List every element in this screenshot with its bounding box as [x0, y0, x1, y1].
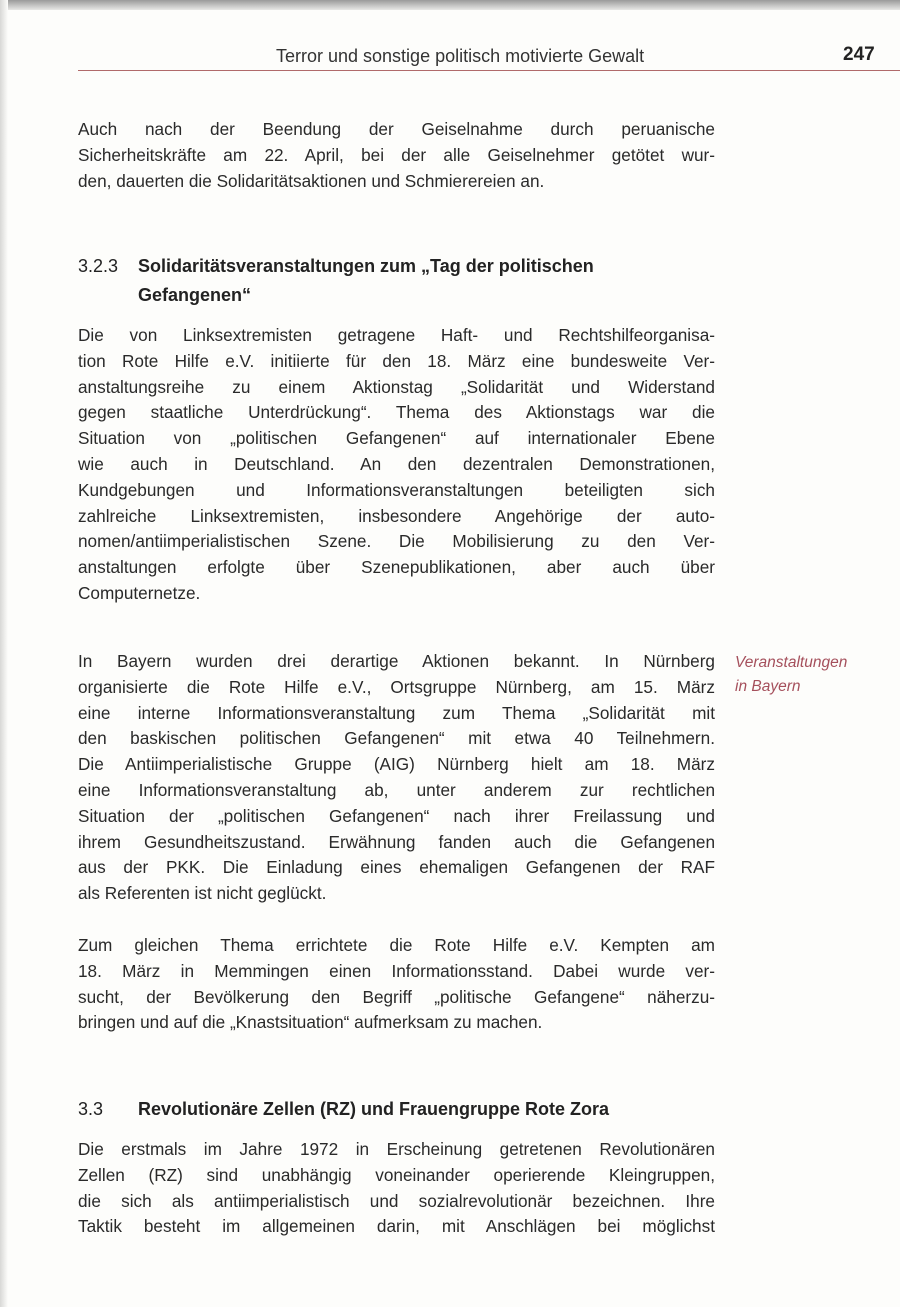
- paragraph: [78, 117, 715, 194]
- section-heading-3-3: [78, 1099, 609, 1120]
- section-title: Solidaritätsveranstaltungen zum „Tag der politischen: [138, 256, 594, 276]
- text-line: ihrem Gesundheitszustand. Erwähnung fanden auch die Gefangenen: [78, 831, 715, 852]
- section-title-line2: Gefangenen“: [138, 285, 252, 305]
- text-line: eine Informationsveranstaltung ab, unter anderem zur rechtlichen: [78, 779, 715, 800]
- text-line: 18. März in Memmingen einen Informationsstand. Dabei wurde ver-: [78, 960, 715, 981]
- page-number: 247: [843, 44, 875, 65]
- paragraph: [78, 649, 715, 907]
- paragraph: [78, 933, 715, 1036]
- scan-edge-top: [0, 0, 900, 10]
- margin-note-line: in Bayern: [735, 678, 801, 695]
- text-line: gegen staatliche Unterdrückung“. Thema des Aktionstags war die: [78, 402, 715, 423]
- text-line: Zum gleichen Thema errichtete die Rote Hilfe e.V. Kempten am: [78, 935, 715, 955]
- text-line: Die Antiimperialistische Gruppe (AIG) Nürnberg hielt am 18. März: [78, 754, 715, 775]
- text-line: wie auch in Deutschland. An den dezentralen Demonstrationen,: [78, 453, 715, 474]
- text-line: die sich als antiimperialistisch und sozialrevolutionär bezeichnen. Ihre: [78, 1190, 715, 1211]
- running-header: [0, 42, 900, 72]
- text-line: Situation der „politischen Gefangenen“ nach ihrer Freilassung und: [78, 805, 715, 826]
- paragraph: [78, 1137, 715, 1240]
- section-title: Revolutionäre Zellen (RZ) und Frauengruppe Rote Zora: [138, 1099, 610, 1119]
- text-line: nomen/antiimperialistischen Szene. Die Mobilisierung zu den Ver-: [78, 531, 715, 552]
- text-line: In Bayern wurden drei derartige Aktionen bekannt. In Nürnberg: [78, 651, 715, 671]
- text-line: eine interne Informationsveranstaltung zum Thema „Solidarität mit: [78, 702, 715, 723]
- text-line: anstaltungsreihe zu einem Aktionstag „Solidarität und Widerstand: [78, 376, 715, 397]
- running-title: Terror und sonstige politisch motivierte Gewalt: [276, 46, 645, 66]
- text-line: Computernetze.: [78, 582, 201, 603]
- section-number: 3.3: [78, 1099, 104, 1119]
- margin-note: [735, 651, 847, 699]
- text-line: Zellen (RZ) sind unabhängig voneinander operierende Kleingruppen,: [78, 1164, 715, 1185]
- text-line: zahlreiche Linksextremisten, insbesondere Angehörige der auto-: [78, 505, 715, 526]
- text-line: anstaltungen erfolgte über Szenepublikationen, aber auch über: [78, 557, 715, 578]
- paragraph: [78, 323, 715, 607]
- text-line: aus der PKK. Die Einladung eines ehemaligen Gefangenen der RAF: [78, 857, 715, 878]
- text-line: bringen und auf die „Knastsituation“ aufmerksam zu machen.: [78, 1012, 543, 1033]
- text-line: Auch nach der Beendung der Geiselnahme durch peruanische: [78, 119, 715, 139]
- text-line: sucht, der Bevölkerung den Begriff „politische Gefangene“ näherzu-: [78, 986, 715, 1007]
- section-number: 3.2.3: [78, 256, 119, 276]
- text-line: Taktik besteht im allgemeinen darin, mit Anschlägen bei möglichst: [78, 1216, 715, 1237]
- scan-edge-left: [0, 0, 8, 1307]
- text-line: Kundgebungen und Informationsveranstaltungen beteiligten sich: [78, 479, 715, 500]
- text-line: Die erstmals im Jahre 1972 in Erscheinung getretenen Revolutionären: [78, 1139, 715, 1159]
- text-line: Situation von „politischen Gefangenen“ auf internationaler Ebene: [78, 428, 715, 449]
- text-line: Die von Linksextremisten getragene Haft- und Rechtshilfeorganisa-: [78, 325, 715, 345]
- margin-note-line: Veranstaltungen: [735, 654, 848, 671]
- section-heading-3-2-3: [78, 256, 594, 277]
- text-line: den baskischen politischen Gefangenen“ mit etwa 40 Teilnehmern.: [78, 728, 715, 749]
- text-line: den, dauerten die Solidaritätsaktionen und Schmierereien an.: [78, 170, 545, 191]
- text-line: Sicherheitskräfte am 22. April, bei der alle Geiselnehmer getötet wur-: [78, 144, 715, 165]
- header-rule: [78, 70, 900, 71]
- text-line: tion Rote Hilfe e.V. initiierte für den 18. März eine bundesweite Ver-: [78, 350, 715, 371]
- text-line: organisierte die Rote Hilfe e.V., Ortsgruppe Nürnberg, am 15. März: [78, 676, 715, 697]
- text-line: als Referenten ist nicht geglückt.: [78, 883, 327, 904]
